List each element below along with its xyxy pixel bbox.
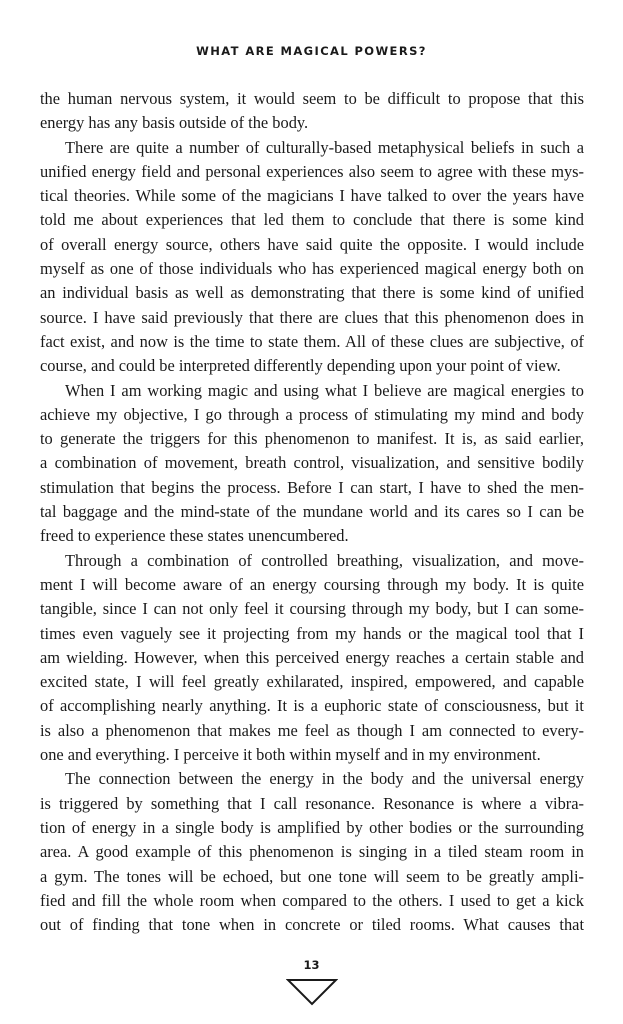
text-line: unified energy field and personal experiences also seem to agree with these mys- <box>40 161 584 181</box>
text-line: energy has any basis outside of the body. <box>40 113 309 133</box>
text-line: tangible, since I can not only feel it coursing through my body, but I can some- <box>40 599 584 619</box>
text-line: of overall energy source, others have said quite the opposite. I would include <box>40 234 584 254</box>
text-line: a combination of movement, breath control, visualization, and sensitive bodily <box>40 453 584 473</box>
paragraph <box>40 379 584 549</box>
page-number: 13 <box>303 958 320 972</box>
text-line: out of finding that tone when in concrete or tiled rooms. What causes that <box>40 915 584 935</box>
running-head: WHAT ARE MAGICAL POWERS? <box>196 44 427 58</box>
text-line: an individual basis as well as demonstrating that there is some kind of unified <box>40 283 584 303</box>
paragraph <box>40 136 584 379</box>
text-line: The connection between the energy in the body and the universal energy <box>65 769 584 789</box>
text-line: area. A good example of this phenomenon is singing in a tiled steam room in <box>40 842 584 862</box>
text-line: stimulation that begins the process. Before I can start, I have to shed the men- <box>40 477 584 497</box>
text-line: course, and could be interpreted differently depending upon your point of view. <box>40 356 561 376</box>
text-line: one and everything. I perceive it both within myself and in my environment. <box>40 745 541 765</box>
text-line: to generate the triggers for this phenomenon to manifest. It is, as said earlier, <box>40 429 584 449</box>
text-line: fact exist, and now is the time to state them. All of these clues are subjective, of <box>40 331 584 351</box>
text-line: the human nervous system, it would seem to be difficult to propose that this <box>40 89 584 108</box>
text-line: told me about experiences that led them to conclude that there is some kind <box>40 210 584 230</box>
text-line: achieve my objective, I go through a process of stimulating my mind and body <box>40 404 584 424</box>
text-line: is triggered by something that I call resonance. Resonance is where a vibra- <box>40 793 584 813</box>
text-line: excited state, I will feel greatly exhilarated, inspired, empowered, and capable <box>40 672 584 692</box>
text-line: When I am working magic and using what I believe are magical energies to <box>65 380 584 400</box>
text-line: myself as one of those individuals who has experienced magical energy both on <box>40 259 584 279</box>
text-line: tion of energy in a single body is amplified by other bodies or the surrounding <box>40 817 584 837</box>
text-line: freed to experience these states unencumbered. <box>40 526 349 546</box>
paragraph <box>40 767 584 937</box>
text-line: is also a phenomenon that makes me feel as though I am connected to every- <box>40 720 584 740</box>
paragraph <box>40 87 584 136</box>
text-line: am wielding. However, when this perceived energy reaches a certain stable and <box>40 647 584 667</box>
text-line: ment I will become aware of an energy coursing through my body. It is quite <box>40 574 584 594</box>
down-triangle-icon <box>286 978 338 1006</box>
text-line: of accomplishing nearly anything. It is a euphoric state of consciousness, but it <box>40 696 584 716</box>
text-line: fied and fill the whole room when compared to the others. I used to get a kick <box>40 890 584 910</box>
text-line: There are quite a number of culturally-based metaphysical beliefs in such a <box>65 137 584 157</box>
text-line: tical theories. While some of the magicians I have talked to over the years have <box>40 186 584 206</box>
text-line: times even vaguely see it projecting from my hands or the magical tool that I <box>40 623 584 643</box>
text-line: a gym. The tones will be echoed, but one tone will seem to be greatly ampli- <box>40 866 584 886</box>
text-line: tal baggage and the mind-state of the mundane world and its cares so I can be <box>40 502 584 522</box>
text-line: Through a combination of controlled breathing, visualization, and move- <box>65 550 584 570</box>
body-text <box>40 87 584 937</box>
text-line: source. I have said previously that there are clues that this phenomenon does in <box>40 307 584 327</box>
paragraph <box>40 549 584 768</box>
